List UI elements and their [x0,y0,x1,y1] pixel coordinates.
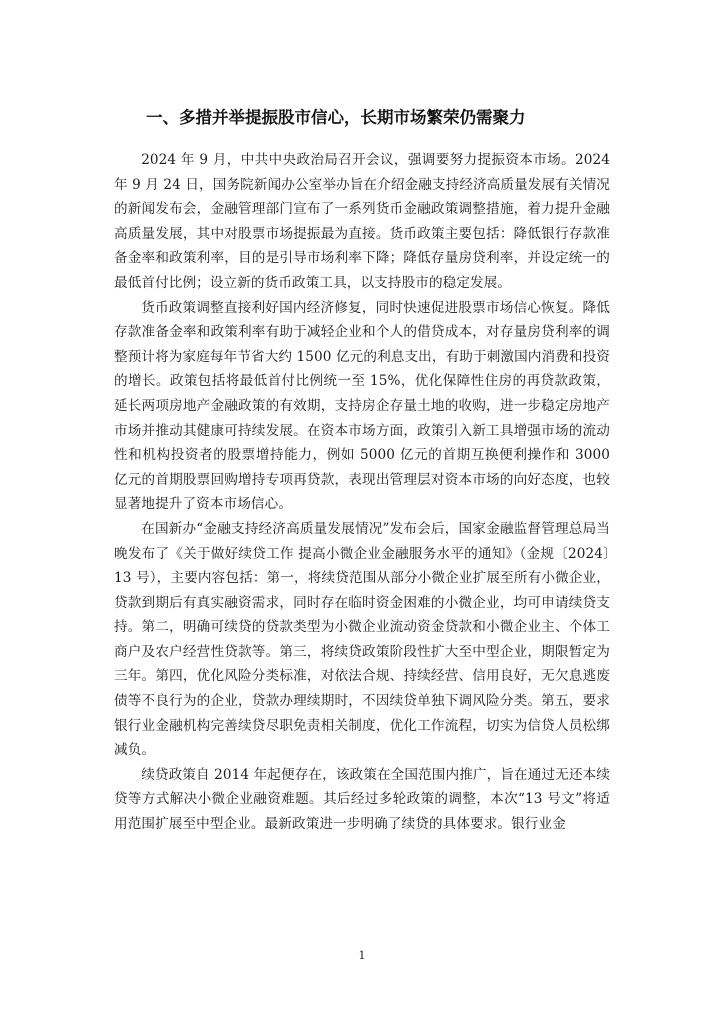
paragraph-policy-announcement: 2024 年 9 月，中共中央政治局召开会议，强调要努力提振资本市场。2024 年 9 月 24 日，国务院新闻办公室举办旨在介绍金融支持经济高质量发展有关情况的新闻发布会，金融管理部门宣布了一系列货币金融政策调整措施，着力提升金融高质量发展，其中对股票市场提振最为直接。货币政策主要包括：降低银行存款准备金率和政策利率，目的是引导市场利率下降；降低存量房贷利率，并设定统一的最低首付比例；设立新的货币政策工具，以支持股市的稳定发展。 [114,152,610,291]
page-number: 1 [358,949,366,962]
paragraph-monetary-policy-effects: 货币政策调整直接利好国内经济修复，同时快速促进股票市场信心恢复。降低存款准备金率和政策利率有助于减轻企业和个人的借贷成本，对存量房贷利率的调整预计将为家庭每年节省大约 1500 亿元的利息支出，有助于刺激国内消费和投资的增长。政策包括将最低首付比例统一至 15%，优化保障性住房的再贷款政策，延长两项房地产金融政策的有效期，支持房企存量土地的收购，进一步稳定房地产市场并推动其健康可持续发展。在资本市场方面，政策引入新工具增强市场的流动性和机构投资者的股票增持能力，例如 5000 亿元的首期互换便利操作和 3000 亿元的首期股票回购增持专项再贷款，表现出管理层对资本市场的向好态度，也较显著地提升了资本市场信心。 [114,299,610,513]
body-text [114,148,610,837]
section-heading: 一、多措并举提振股市信心，长期市场繁荣仍需聚力 [146,108,526,127]
paragraph-loan-renewal-history: 续贷政策自 2014 年起便存在，该政策在全国范围内推广，旨在通过无还本续贷等方式解决小微企业融资难题。其后经过多轮政策的调整，本次“13 号文”将适用范围扩展至中型企业。最新政策进一步明确了续贷的具体要求。银行业金 [114,766,610,833]
paragraph-loan-renewal-notice: 在国新办“金融支持经济高质量发展情况”发布会后，国家金融监督管理总局当晚发布了《关于做好续贷工作 提高小微企业金融服务水平的通知》（金规〔2024〕13 号），主要内容包括：第一，将续贷范围从部分小微企业扩展至所有小微企业，贷款到期后有真实融资需求，同时存在临时资金困难的小微企业，均可申请续贷支持。第二，明确可续贷的贷款类型为小微企业流动资金贷款和小微企业主、个体工商户及农户经营性贷款等。第三，将续贷政策阶段性扩大至中型企业，期限暂定为三年。第四，优化风险分类标准，对依法合规、持续经营、信用良好，无欠息逃废债等不良行为的企业，贷款办理续期时，不因续贷单独下调风险分类。第五，要求银行业金融机构完善续贷尽职免责相关制度，优化工作流程，切实为信贷人员松绑减负。 [114,520,610,759]
